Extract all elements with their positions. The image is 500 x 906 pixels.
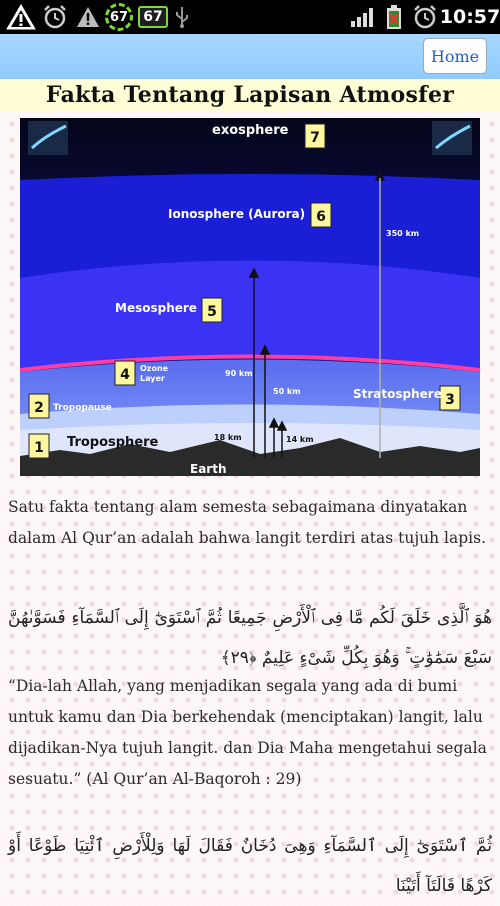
quran-verse-arabic: هُوَ ٱلَّذِى خَلَقَ لَكُم مَّا فِى ٱلْأَرْضِ جَمِيعًا ثُمَّ ٱسْتَوَىٰٓ إِلَى ٱلسَّمَآءِ فَسَوَّىٰهُنَّ سَبْعَ سَمَٰوَٰتٍ ۚ وَهُوَ بِكُلِّ شَىْءٍ عَلِيمٌ ﴿٢٩﴾	[8, 608, 492, 668]
stratosphere-label: Stratosphere	[353, 387, 442, 401]
troposphere-label: Troposphere	[67, 435, 159, 450]
height-350-label: 350 km	[386, 229, 420, 238]
atmosphere-diagram	[20, 118, 480, 476]
layer-number-3: 3	[445, 392, 455, 408]
tropopause-label: Tropopause	[53, 403, 112, 413]
battery-badge-icon	[104, 0, 134, 34]
ionosphere-label: Ionosphere (Aurora)	[168, 207, 306, 221]
alarm-icon	[410, 0, 440, 34]
article-paragraph: Satu fakta tentang alam semesta sebagaimana dinyatakan dalam Al Qur’an adalah bahwa langit terdiri atas tujuh lapis.	[8, 498, 486, 547]
earth-label: Earth	[190, 462, 227, 476]
aurora-thumbnail	[432, 121, 472, 155]
layer-number-6: 6	[316, 209, 326, 225]
battery-percent-b: 67	[138, 6, 168, 28]
usb-icon	[172, 0, 192, 34]
page-title: Fakta Tentang Lapisan Atmosfer	[45, 82, 455, 108]
signal-icon	[349, 0, 375, 34]
app-header	[0, 34, 500, 79]
exosphere-label: exosphere	[212, 123, 289, 138]
layer-number-7: 7	[310, 130, 320, 146]
height-50-label: 50 km	[273, 387, 301, 396]
layer-number-1: 1	[34, 440, 44, 456]
quran-verse-arabic-2: ثُمَّ ٱسْتَوَىٰٓ إِلَى ٱلسَّمَآءِ وَهِىَ دُخَانٌ فَقَالَ لَهَا وَلِلْأَرْضِ ٱئْتِيَا طَوْعًا أَوْ كَرْهًا قَالَتَآ أَتَيْنَا	[8, 836, 492, 896]
ozone-label-line2: Layer	[140, 374, 165, 383]
battery-badge-icon	[137, 0, 169, 34]
title-band	[0, 79, 500, 111]
warning-icon	[4, 0, 38, 34]
home-button[interactable]: Home	[423, 38, 487, 74]
atmosphere-layers-image	[20, 118, 480, 476]
layer-number-2: 2	[34, 400, 44, 416]
layer-number-5: 5	[207, 304, 217, 320]
warning-icon	[74, 0, 102, 34]
alarm-icon	[40, 0, 70, 34]
clock-time: 10:57	[439, 6, 500, 28]
mesosphere-label: Mesosphere	[115, 301, 197, 315]
verse-translation: “Dia-lah Allah, yang menjadikan segala yang ada di bumi untuk kamu dan Dia berkehendak (menciptakan) langit, lalu dijadikan-Nya tujuh langit. dan Dia Maha mengetahui segala sesuatu.” (Al Qur’an Al-Baqoroh : 29)	[8, 677, 487, 788]
battery-percent-a: 67	[105, 3, 133, 31]
layer-number-4: 4	[120, 367, 130, 383]
status-bar	[0, 0, 500, 34]
battery-icon	[382, 0, 406, 34]
aurora-thumbnail	[28, 121, 68, 155]
height-90-label: 90 km	[225, 369, 253, 378]
height-14-label: 14 km	[286, 435, 314, 444]
ozone-label-line1: Ozone	[140, 364, 169, 373]
height-18-label: 18 km	[214, 433, 242, 442]
